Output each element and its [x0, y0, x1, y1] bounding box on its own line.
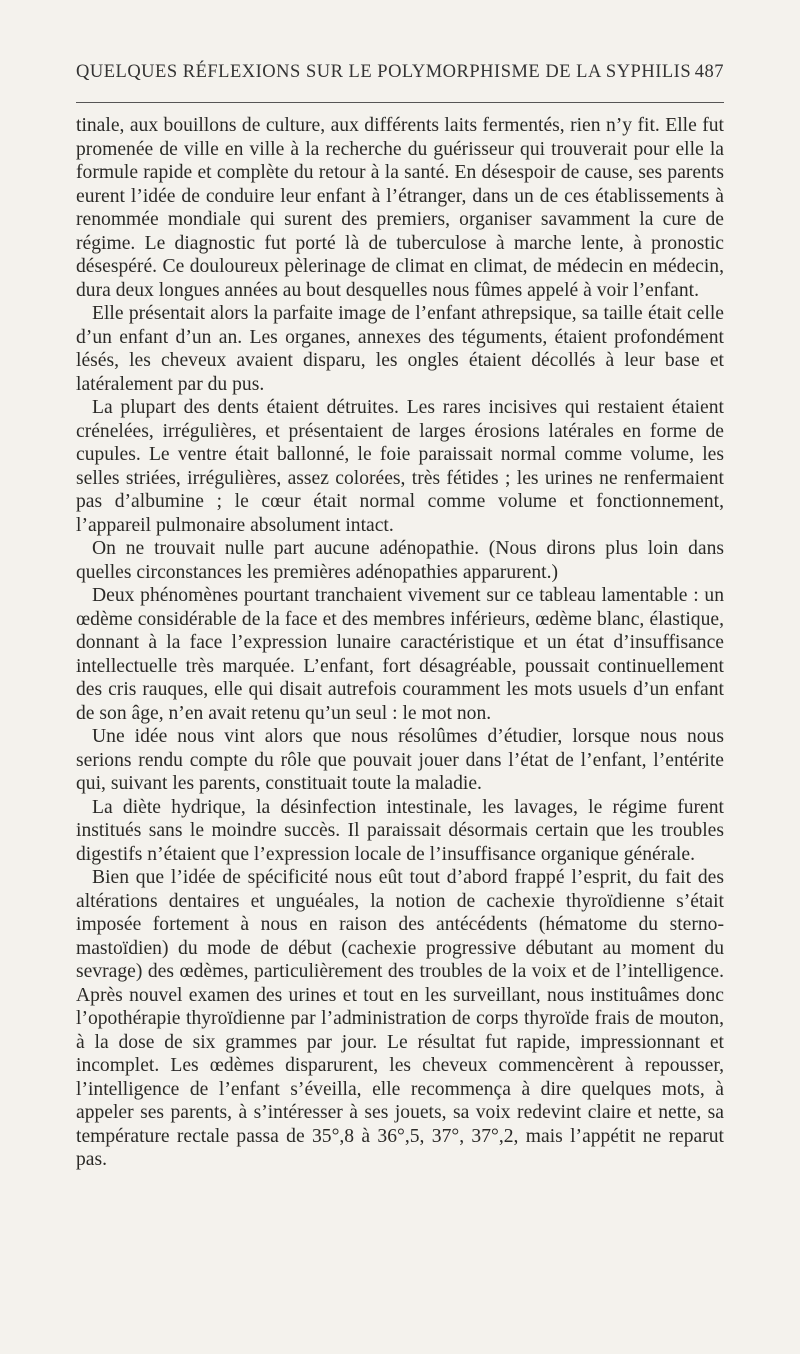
running-header [76, 62, 724, 83]
paragraph: Elle présentait alors la parfaite image de l’enfant athrepsique, sa taille était celle d’un enfant d’un an. Les organes, annexes des téguments, étaient profondément lésés, les cheveux avaient disparu, les ongles étaient décollés à leur base et latéralement par du pus. [76, 303, 724, 395]
page-number: 487 [694, 62, 724, 82]
paragraph: Une idée nous vint alors que nous résolûmes d’étudier, lorsque nous nous serions rendu compte du rôle que pouvait jouer dans l’état de l’enfant, l’entérite qui, suivant les parents, constituait toute la maladie. [76, 726, 724, 794]
paragraph: La diète hydrique, la désinfection intestinale, les lavages, le régime furent institués sans le moindre succès. Il paraissait désormais certain que les troubles digestifs n’étaient que l’expression locale de l’insuffisance organique générale. [76, 796, 724, 865]
paragraph: On ne trouvait nulle part aucune adénopathie. (Nous dirons plus loin dans quelles circonstances les premières adénopathies apparurent.) [76, 538, 724, 583]
header-rule [76, 102, 724, 103]
paragraph: La plupart des dents étaient détruites. Les rares incisives qui restaient étaient crénelées, irrégulières, et présentaient de larges érosions latérales en forme de cupules. Le ventre était ballonné, le foie paraissait normal comme volume, les selles striées, irrégulières, assez colorées, très fétides ; les urines ne renfermaient pas d’albumine ; le cœur était normal comme volume et fonctionnement, l’appareil pulmonaire absolument intact. [76, 397, 724, 536]
body-text [76, 114, 724, 1172]
paragraph: tinale, aux bouillons de culture, aux différents laits fermentés, rien n’y fit. Elle fut promenée de ville en ville à la recherche du guérisseur qui trouverait pour elle la formule rapide et complète du retour à la santé. En désespoir de cause, ses parents eurent l’idée de conduire leur enfant à l’étranger, dans un de ces établissements à renommée mondiale qui surent des premiers, organiser savamment la cure de régime. Le diagnostic fut porté là de tuberculose à marche lente, à pronostic désespéré. Ce douloureux pèlerinage de climat en climat, de médecin en médecin, dura deux longues années au bout desquelles nous fûmes appelé à voir l’enfant. [76, 115, 724, 301]
running-title: QUELQUES RÉFLEXIONS SUR LE POLYMORPHISME DE LA SYPHILIS [76, 62, 692, 82]
paragraph: Bien que l’idée de spécificité nous eût tout d’abord frappé l’esprit, du fait des altérations dentaires et unguéales, la notion de cachexie thyroïdienne s’était imposée fortement à nous en raison des antécédents (hématome du sterno-mastoïdien) du mode de début (cachexie progressive débutant au moment du sevrage) des œdèmes, particulièrement des troubles de la voix et de l’intelligence. Après nouvel examen des urines et tout en les surveillant, nous instituâmes donc l’opothérapie thyroïdienne par l’administration de corps thyroïde frais de mouton, à la dose de six grammes par jour. Le résultat fut rapide, impressionnant et incomplet. Les œdèmes disparurent, les cheveux commencèrent à repousser, l’intelligence de l’enfant s’éveilla, elle recommença à dire quelques mots, à appeler ses parents, à s’intéresser à ses jouets, sa voix redevint claire et nette, sa température rectale passa de 35°,8 à 36°,5, 37°, 37°,2, mais l’appétit ne reparut pas. [76, 867, 724, 1170]
paragraph: Deux phénomènes pourtant tranchaient vivement sur ce tableau lamentable : un œdème considérable de la face et des membres inférieurs, œdème blanc, élastique, donnant à la face l’expression lunaire caractéristique et un état d’insuffisance intellectuelle très marquée. L’enfant, fort désagréable, poussait continuellement des cris rauques, elle qui disait autrefois couramment les mots usuels d’un enfant de son âge, n’en avait retenu qu’un seul : le mot non. [76, 585, 724, 724]
